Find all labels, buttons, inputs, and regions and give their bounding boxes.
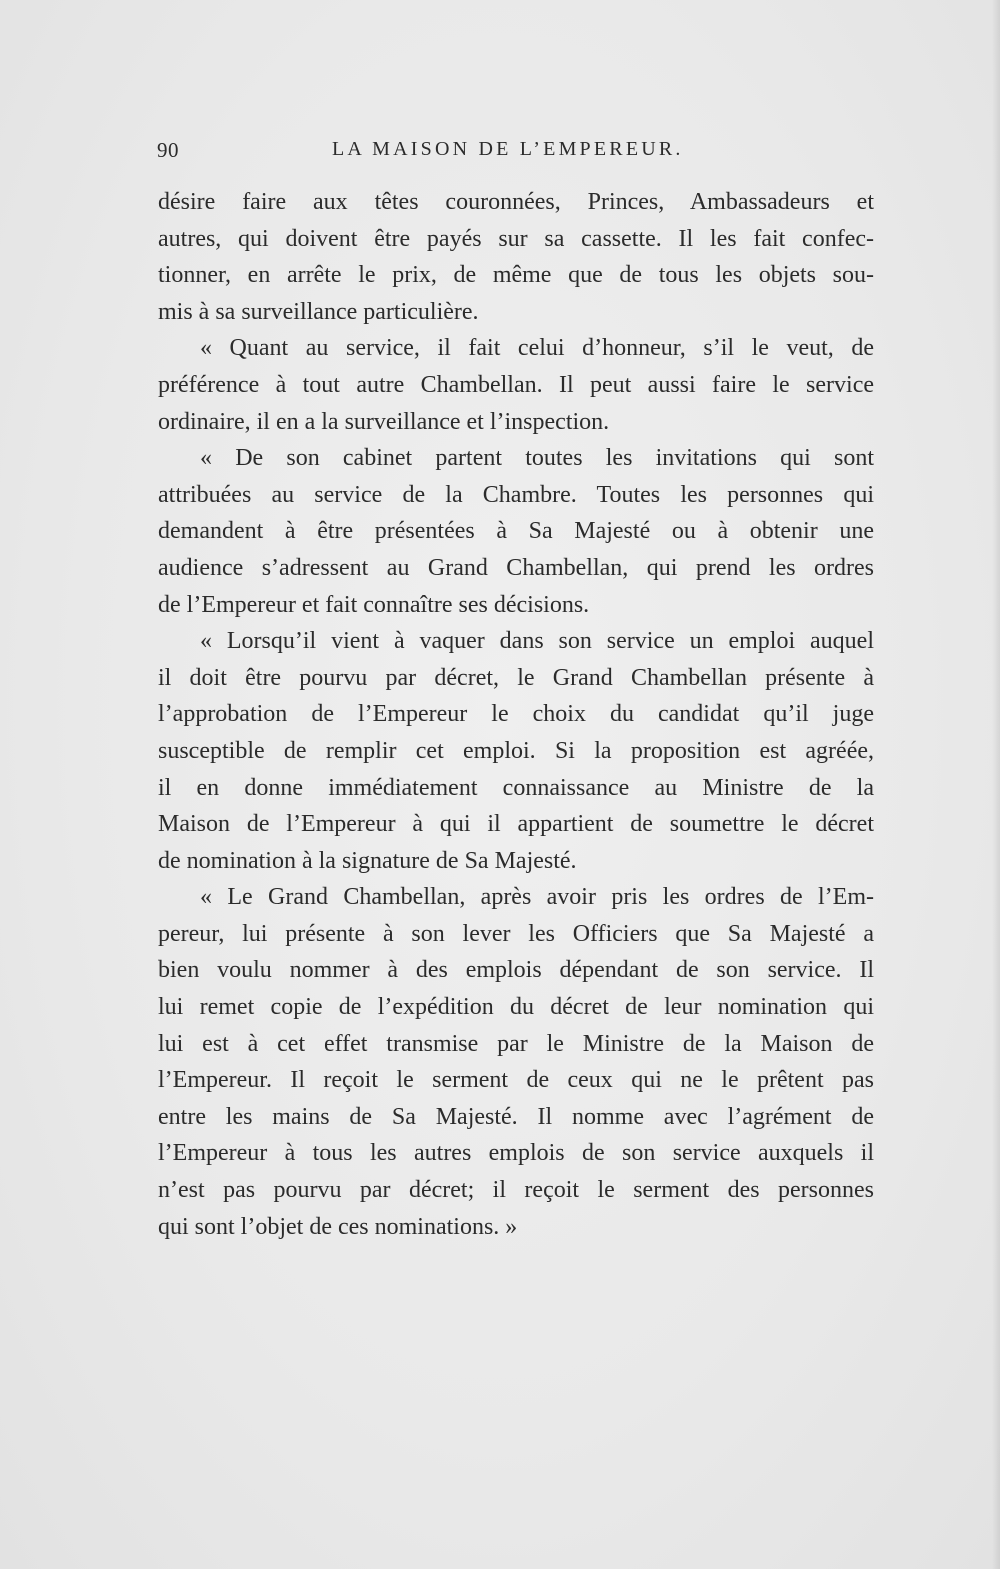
- text-line: susceptible de remplir cet emploi. Si la proposition est agréée,: [158, 737, 874, 764]
- text-line: lui est à cet effet transmise par le Ministre de la Maison de: [158, 1030, 874, 1057]
- text-line: « Quant au service, il fait celui d’honneur, s’il le veut, de: [200, 335, 874, 362]
- text-line: pereur, lui présente à son lever les Officiers que Sa Majesté a: [158, 920, 874, 947]
- text-line: « Lorsqu’il vient à vaquer dans son service un emploi auquel: [200, 628, 874, 655]
- text-line: qui sont l’objet de ces nominations. »: [158, 1213, 518, 1240]
- text-line: préférence à tout autre Chambellan. Il peut aussi faire le service: [158, 371, 874, 398]
- text-line: Maison de l’Empereur à qui il appartient de soumettre le décret: [158, 811, 874, 838]
- text-line: tionner, en arrête le prix, de même que de tous les objets sou-: [158, 262, 874, 289]
- text-line: ordinaire, il en a la surveillance et l’inspection.: [158, 408, 610, 435]
- text-line: de l’Empereur et fait connaître ses décisions.: [158, 591, 590, 618]
- page-edge-shadow: [992, 0, 1000, 1569]
- text-line: attribuées au service de la Chambre. Toutes les personnes qui: [158, 481, 874, 508]
- running-title: LA MAISON DE L’EMPEREUR.: [332, 138, 684, 160]
- text-line: n’est pas pourvu par décret; il reçoit le serment des personnes: [158, 1177, 874, 1204]
- text-line: lui remet copie de l’expédition du décret de leur nomination qui: [158, 994, 874, 1021]
- text-line: entre les mains de Sa Majesté. Il nomme avec l’agrément de: [158, 1103, 874, 1130]
- text-line: bien voulu nommer à des emplois dépendant de son service. Il: [158, 957, 874, 984]
- text-line: demandent à être présentées à Sa Majesté ou à obtenir une: [158, 518, 874, 545]
- text-line: l’Empereur à tous les autres emplois de son service auxquels il: [158, 1140, 874, 1167]
- text-line: « Le Grand Chambellan, après avoir pris les ordres de l’Em-: [200, 884, 874, 911]
- text-line: il doit être pourvu par décret, le Grand Chambellan présente à: [158, 664, 874, 691]
- body-text: [158, 184, 874, 1245]
- text-line: mis à sa surveillance particulière.: [158, 298, 479, 325]
- text-line: désire faire aux têtes couronnées, Princes, Ambassadeurs et: [158, 189, 874, 215]
- text-line: « De son cabinet partent toutes les invitations qui sont: [200, 445, 874, 472]
- text-line: de nomination à la signature de Sa Majesté.: [158, 847, 577, 874]
- text-line: l’Empereur. Il reçoit le serment de ceux qui ne le prêtent pas: [158, 1067, 874, 1094]
- page-number: 90: [157, 138, 179, 162]
- text-line: il en donne immédiatement connaissance au Ministre de la: [158, 774, 874, 801]
- text-line: l’approbation de l’Empereur le choix du candidat qu’il juge: [158, 701, 874, 728]
- text-line: audience s’adressent au Grand Chambellan, qui prend les ordres: [158, 554, 874, 581]
- page-header: [157, 138, 873, 168]
- text-line: autres, qui doivent être payés sur sa cassette. Il les fait confec-: [158, 225, 874, 252]
